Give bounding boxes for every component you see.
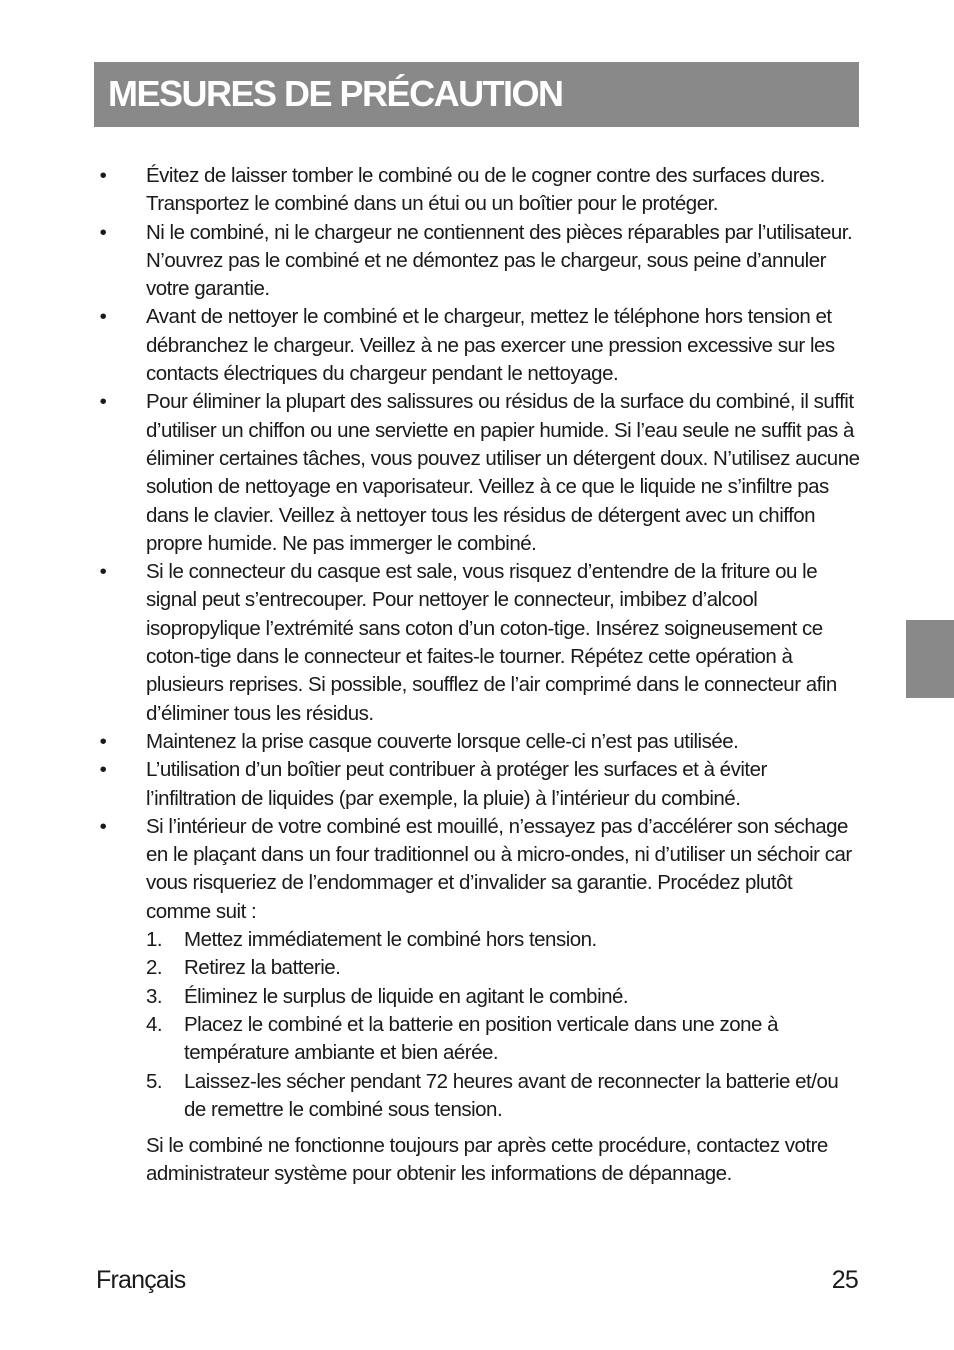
list-item xyxy=(94,756,860,813)
bullet-marker: • xyxy=(99,729,107,753)
bullet-marker: • xyxy=(99,390,107,414)
step-text: Placez le combiné et la batterie en position verticale dans une zone à température ambiante et bien aérée. xyxy=(184,1012,779,1065)
bullet-marker: • xyxy=(99,560,107,584)
step-number: 3. xyxy=(146,984,163,1008)
closing-paragraph: Si le combiné ne fonctionne toujours par après cette procédure, contactez votre administrateur système pour obtenir les informations de dépannage. xyxy=(146,1134,828,1186)
list-item-text: Avant de nettoyer le combiné et le chargeur, mettez le téléphone hors tension et débranchez le chargeur. Veillez à ne pas exercer une pression excessive sur les contacts électriques du chargeur pendant le nettoyage. xyxy=(146,305,835,386)
step-item xyxy=(146,954,860,982)
step-number: 4. xyxy=(146,1012,163,1036)
list-item xyxy=(94,219,860,304)
step-text: Éliminez le surplus de liquide en agitant le combiné. xyxy=(184,984,629,1008)
list-item xyxy=(94,162,860,219)
main-content xyxy=(94,162,860,1189)
page-title: MESURES DE PRÉCAUTION xyxy=(108,73,563,114)
list-item xyxy=(94,303,860,388)
list-item xyxy=(94,558,860,728)
step-text: Retirez la batterie. xyxy=(184,956,341,980)
header-bar xyxy=(94,62,859,127)
step-item xyxy=(146,1011,860,1068)
list-item-text: Pour éliminer la plupart des salissures ou résidus de la surface du combiné, il suffit d’utiliser un chiffon ou une serviette en papier humide. Si l’eau seule ne suffit pas à éliminer certaines tâches, vous pouvez utiliser un détergent doux. N’utilisez aucune solution de nettoyage en vaporisateur. Veillez à ce que le liquide ne s’infiltre pas dans le clavier. Veillez à nettoyer tous les résidus de détergent avec un chiffon propre humide. Ne pas immerger le combiné. xyxy=(146,390,860,555)
step-text: Mettez immédiatement le combiné hors tension. xyxy=(184,928,597,952)
list-item xyxy=(94,388,860,558)
page-number: 25 xyxy=(831,1266,858,1294)
step-number: 2. xyxy=(146,956,163,980)
step-item xyxy=(146,1068,860,1125)
bullet-marker: • xyxy=(99,220,107,244)
section-tab-marker xyxy=(906,620,954,698)
step-item xyxy=(146,926,860,954)
step-item xyxy=(146,983,860,1011)
bullet-marker: • xyxy=(99,814,107,838)
bullet-marker: • xyxy=(99,164,107,187)
list-item-text: Évitez de laisser tomber le combiné ou de le cogner contre des surfaces dures. Transportez le combiné dans un étui ou un boîtier pour le protéger. xyxy=(146,164,825,216)
bullet-marker: • xyxy=(99,305,107,329)
list-item xyxy=(94,728,860,756)
step-text: Laissez-les sécher pendant 72 heures avant de reconnecter la batterie et/ou de remettre le combiné sous tension. xyxy=(184,1069,839,1121)
drying-steps-list xyxy=(146,926,860,1124)
footer-language: Français xyxy=(96,1266,186,1294)
list-item-text: Maintenez la prise casque couverte lorsque celle-ci n’est pas utilisée. xyxy=(146,729,739,753)
list-item xyxy=(94,813,860,1124)
list-item-text: Si l’intérieur de votre combiné est mouillé, n’essayez pas d’accélérer son séchage en le plaçant dans un four traditionnel ou à micro-ondes, ni d’utiliser un séchoir car vous risqueriez de l’endommager et d’invalider sa garantie. Procédez plutôt comme suit : xyxy=(146,814,852,923)
list-item-text: Si le connecteur du casque est sale, vous risquez d’entendre de la friture ou le signal peut s’entrecouper. Pour nettoyer le connecteur, imbibez d’alcool isopropylique l’extrémité sans coton d’un coton-tige. Insérez soigneusement ce coton-tige dans le connecteur et faites-le tourner. Répétez cette opération à plusieurs reprises. Si possible, soufflez de l’air comprimé dans le connecteur afin d’éliminer tous les résidus. xyxy=(146,560,837,725)
list-item-text: Ni le combiné, ni le chargeur ne contiennent des pièces réparables par l’utilisateur. N’ouvrez pas le combiné et ne démontez pas le chargeur, sous peine d’annuler votre garantie. xyxy=(146,220,853,301)
precautions-list xyxy=(94,162,860,1124)
step-number: 5. xyxy=(146,1069,163,1093)
bullet-marker: • xyxy=(99,758,107,782)
list-item-text: L’utilisation d’un boîtier peut contribuer à protéger les surfaces et à éviter l’infiltration de liquides (par exemple, la pluie) à l’intérieur du combiné. xyxy=(146,758,767,810)
step-number: 1. xyxy=(146,928,163,952)
